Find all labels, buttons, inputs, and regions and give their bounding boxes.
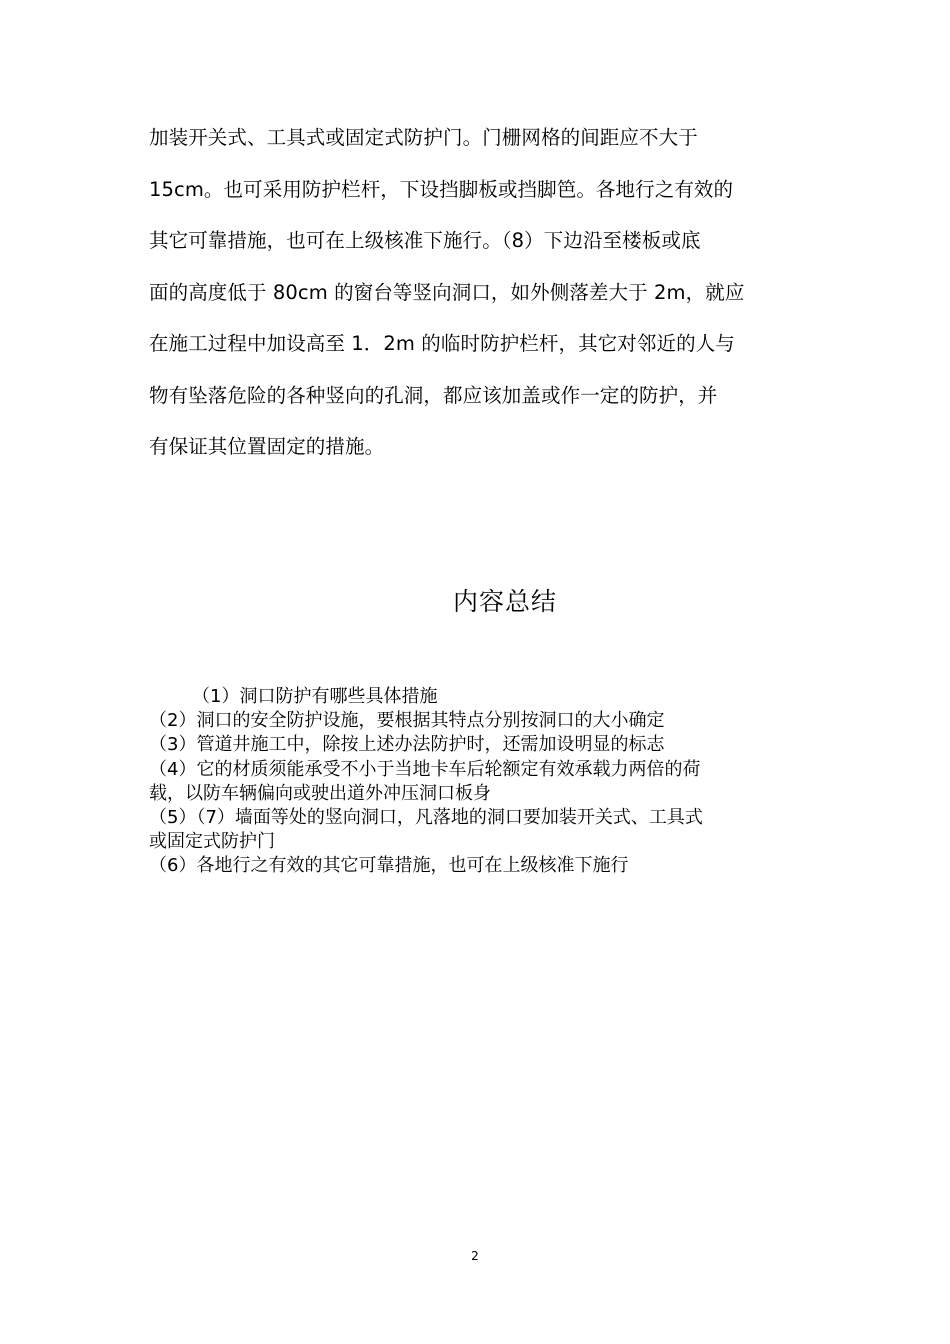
body-line: 物有坠落危险的各种竖向的孔洞，都应该加盖或作一定的防护，并 [149,383,718,407]
summary-item: （5）（7）墙面等处的竖向洞口，凡落地的洞口要加装开关式、工具式 [149,806,703,828]
summary-item: （4）它的材质须能承受不小于当地卡车后轮额定有效承载力两倍的荷 [149,758,701,780]
summary-item: （3）管道井施工中，除按上述办法防护时，还需加设明显的标志 [149,734,665,756]
summary-item: （2）洞口的安全防护设施，要根据其特点分别按洞口的大小确定 [149,710,665,732]
body-line: 加装开关式、工具式或固定式防护门。门栅网格的间距应不大于 [149,126,698,149]
summary-item-continuation: 载，以防车辆偏向或驶出道外冲压洞口板身 [149,782,491,804]
body-line: 面的高度低于 80cm 的窗台等竖向洞口，如外侧落差大于 2m，就应 [149,280,745,304]
body-line: 有保证其位置固定的措施。 [149,435,385,458]
summary-item-continuation: 或固定式防护门 [149,831,275,853]
summary-list [149,685,809,879]
summary-item: （1）洞口防护有哪些具体措施 [192,686,438,707]
page-number: 2 [471,1249,479,1263]
summary-title: 内容总结 [452,587,557,616]
body-line: 15cm。也可采用防护栏杆，下设挡脚板或挡脚笆。各地行之有效的 [149,177,734,201]
body-line: 其它可靠措施，也可在上级核准下施行。（8）下边沿至楼板或底 [149,229,701,252]
summary-item: （6）各地行之有效的其它可靠措施，也可在上级核准下施行 [149,855,629,877]
body-line: 在施工过程中加设高至 1．2m 的临时防护栏杆，其它对邻近的人与 [149,332,735,355]
body-paragraph [149,112,805,473]
